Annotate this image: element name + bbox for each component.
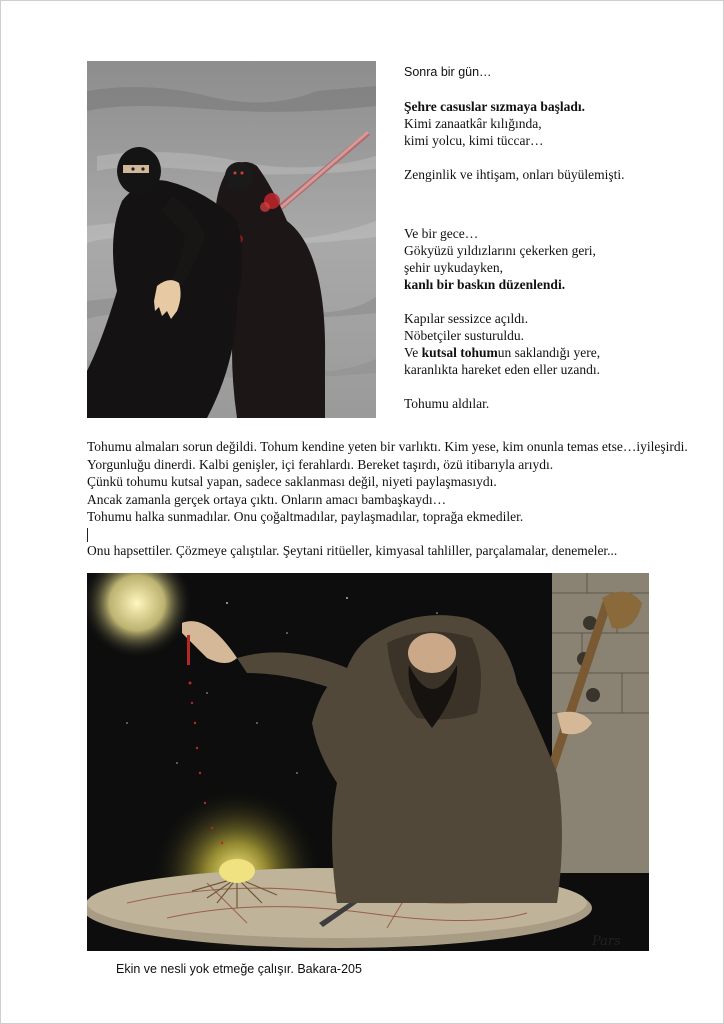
poem-text: Ve (404, 345, 422, 360)
raid-drawing (87, 61, 376, 418)
poem-line: Kimi zanaatkâr kılığında, (404, 116, 542, 131)
poem-line (404, 98, 704, 115)
poem-line: Nöbetçiler susturuldu. (404, 328, 524, 343)
poem-line: Zenginlik ve ihtişam, onları büyülemişti. (404, 167, 625, 182)
ritual-drawing (87, 573, 649, 951)
spacer (404, 81, 704, 98)
poem-bold-word: kutsal tohum (421, 345, 498, 360)
artist-signature: Pars (592, 934, 621, 949)
prose-block[interactable] (87, 438, 707, 559)
illustration-ritual (87, 573, 649, 951)
poem-line (404, 344, 704, 361)
text-cursor (87, 528, 88, 542)
spacer (404, 293, 704, 310)
poem-bold-line: Şehre casuslar sızmaya başladı. (404, 99, 586, 114)
poem-line: Kapılar sessizce açıldı. (404, 311, 529, 326)
prose-paragraph: Tohumu almaları sorun değildi. Tohum kendine yeten bir varlıktı. Kim yese, kim onunla temas etse…iyileşirdi. Yorgunluğu dinerdi. Kalbi genişler, içi ferahlardı. Bereket taşırdı, özü itibarıyla arıydı. (87, 439, 688, 472)
poem-line: karanlıkta hareket eden eller uzandı. (404, 362, 601, 377)
prose-paragraph: Tohumu halka sunmadılar. Onu çoğaltmadılar, paylaşmadılar, toprağa ekmediler. (87, 509, 524, 524)
prose-paragraph: Onu hapsettiler. Çözmeye çalıştılar. Şeytani ritüeller, kimyasal tahliller, parçalamalar, denemeler... (87, 542, 618, 558)
poem-block (404, 64, 704, 412)
spacer (404, 149, 704, 166)
poem-line (404, 276, 704, 293)
spacer (404, 208, 704, 225)
poem-bold-line: kanlı bir baskın düzenlendi. (404, 277, 566, 292)
prose-paragraph: Çünkü tohumu kutsal yapan, sadece saklanması değil, niyeti paylaşmasıydı. (87, 474, 497, 489)
poem-line: Sonra bir gün… (404, 65, 492, 79)
spacer (404, 183, 704, 208)
caption: Ekin ve nesli yok etmeğe çalışır. Bakara-205 (116, 962, 362, 976)
illustration-raid (87, 61, 376, 418)
poem-line: Ve bir gece… (404, 226, 479, 241)
poem-line: kimi yolcu, kimi tüccar… (404, 133, 544, 148)
poem-text: un saklandığı yere, (497, 345, 601, 360)
poem-line: Gökyüzü yıldızlarını çekerken geri, (404, 243, 596, 258)
poem-line: Tohumu aldılar. (404, 396, 490, 411)
poem-line: şehir uykudayken, (404, 260, 503, 275)
spacer (404, 378, 704, 395)
prose-paragraph: Ancak zamanla gerçek ortaya çıktı. Onların amacı bambaşkaydı… (87, 491, 447, 507)
